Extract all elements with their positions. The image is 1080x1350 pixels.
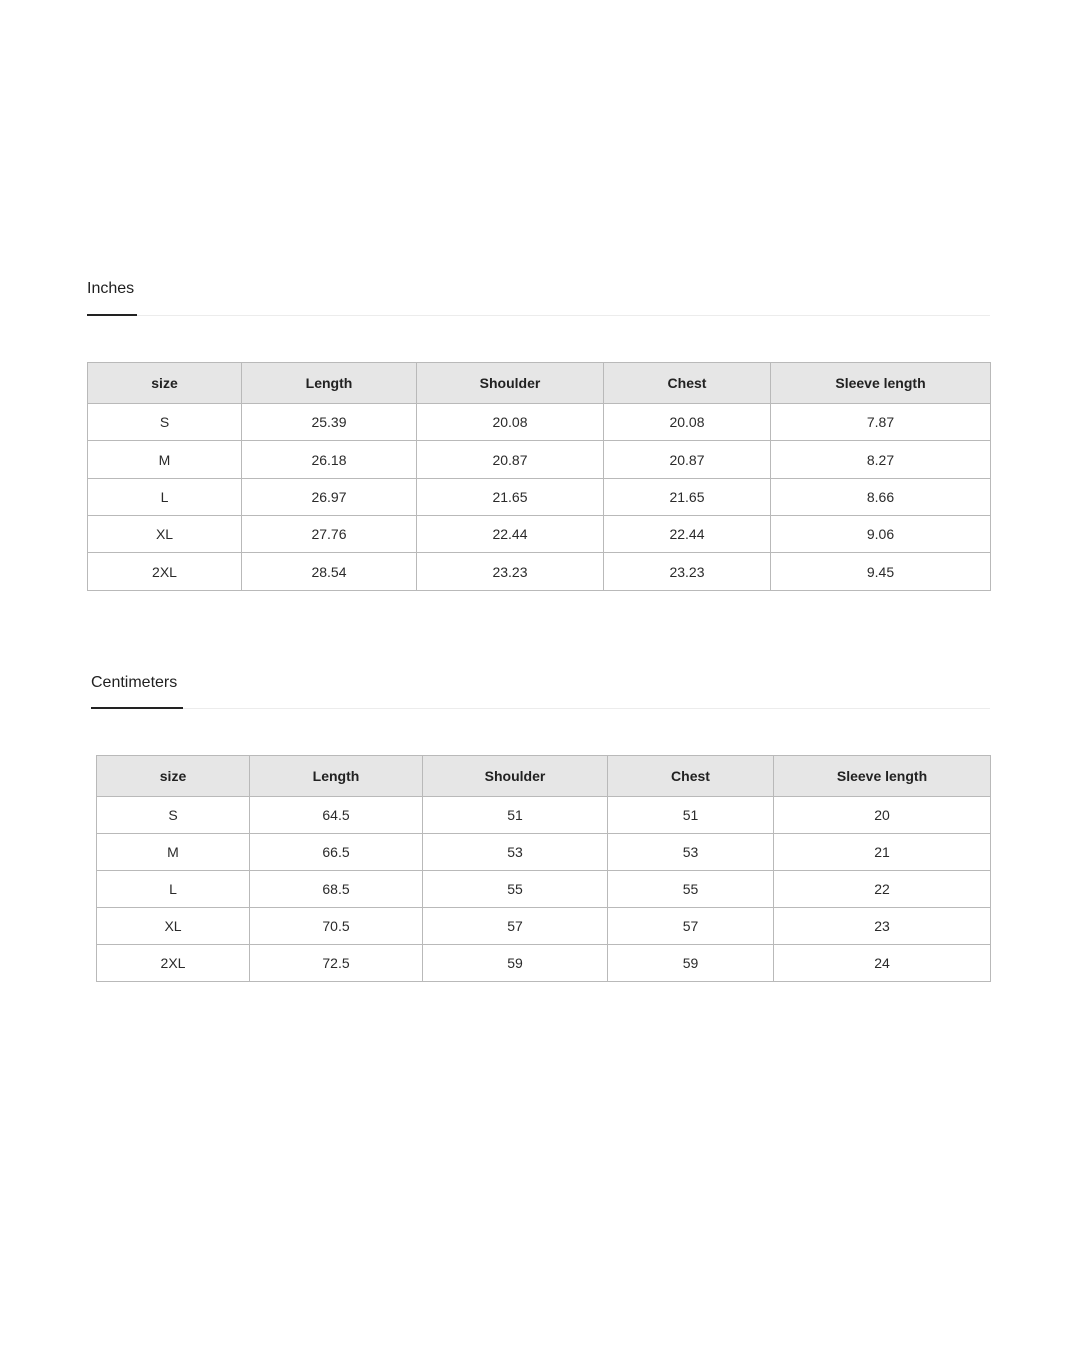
table-cell: 20.87 <box>604 441 771 479</box>
centimeters-title: Centimeters <box>91 674 178 691</box>
column-header: Sleeve length <box>771 363 991 404</box>
table-cell: 22.44 <box>417 516 604 553</box>
table-cell: 21.65 <box>417 479 604 516</box>
column-header: Length <box>242 363 417 404</box>
table-cell: 8.27 <box>771 441 991 479</box>
table-cell: 72.5 <box>250 945 423 982</box>
table-cell: 70.5 <box>250 908 423 945</box>
inches-title: Inches <box>87 280 135 297</box>
column-header: size <box>88 363 242 404</box>
table-cell: M <box>88 441 242 479</box>
table-cell: 66.5 <box>250 834 423 871</box>
table-cell: L <box>97 871 250 908</box>
inches-tab-bar <box>87 279 990 316</box>
table-cell: 21 <box>774 834 991 871</box>
table-cell: 21.65 <box>604 479 771 516</box>
table-cell: 55 <box>608 871 774 908</box>
table-cell: 59 <box>608 945 774 982</box>
centimeters-title-underline <box>91 707 183 709</box>
table-row <box>88 479 991 516</box>
column-header: Length <box>250 756 423 797</box>
table-row <box>97 834 991 871</box>
column-header: Chest <box>608 756 774 797</box>
table-row <box>88 553 991 591</box>
inches-title-underline <box>87 314 137 316</box>
centimeters-header-row <box>97 756 991 797</box>
table-cell: 57 <box>423 908 608 945</box>
table-row <box>88 516 991 553</box>
table-cell: 53 <box>608 834 774 871</box>
table-cell: 51 <box>608 797 774 834</box>
table-cell: 20 <box>774 797 991 834</box>
table-cell: 64.5 <box>250 797 423 834</box>
table-cell: 28.54 <box>242 553 417 591</box>
table-cell: 23 <box>774 908 991 945</box>
table-cell: 2XL <box>88 553 242 591</box>
table-row <box>88 441 991 479</box>
inches-header-row <box>88 363 991 404</box>
table-cell: 2XL <box>97 945 250 982</box>
table-cell: 25.39 <box>242 404 417 441</box>
column-header: Shoulder <box>417 363 604 404</box>
table-cell: 22 <box>774 871 991 908</box>
table-row <box>97 908 991 945</box>
table-cell: 53 <box>423 834 608 871</box>
table-cell: 9.45 <box>771 553 991 591</box>
centimeters-tab-bar <box>91 673 990 709</box>
table-row <box>97 871 991 908</box>
table-row <box>97 945 991 982</box>
column-header: Sleeve length <box>774 756 991 797</box>
table-cell: M <box>97 834 250 871</box>
table-cell: 23.23 <box>604 553 771 591</box>
column-header: size <box>97 756 250 797</box>
table-cell: 20.87 <box>417 441 604 479</box>
table-cell: 68.5 <box>250 871 423 908</box>
table-cell: 20.08 <box>417 404 604 441</box>
table-cell: 57 <box>608 908 774 945</box>
table-cell: 7.87 <box>771 404 991 441</box>
centimeters-table <box>96 755 991 982</box>
table-row <box>97 797 991 834</box>
table-cell: 27.76 <box>242 516 417 553</box>
table-cell: XL <box>97 908 250 945</box>
table-cell: S <box>97 797 250 834</box>
table-cell: 55 <box>423 871 608 908</box>
table-row <box>88 404 991 441</box>
table-cell: 59 <box>423 945 608 982</box>
table-cell: 24 <box>774 945 991 982</box>
table-cell: 23.23 <box>417 553 604 591</box>
table-cell: 26.97 <box>242 479 417 516</box>
column-header: Shoulder <box>423 756 608 797</box>
table-cell: 20.08 <box>604 404 771 441</box>
table-cell: 8.66 <box>771 479 991 516</box>
column-header: Chest <box>604 363 771 404</box>
table-cell: 9.06 <box>771 516 991 553</box>
table-cell: 51 <box>423 797 608 834</box>
table-cell: S <box>88 404 242 441</box>
inches-table <box>87 362 991 591</box>
table-cell: 26.18 <box>242 441 417 479</box>
table-cell: XL <box>88 516 242 553</box>
table-cell: L <box>88 479 242 516</box>
table-cell: 22.44 <box>604 516 771 553</box>
